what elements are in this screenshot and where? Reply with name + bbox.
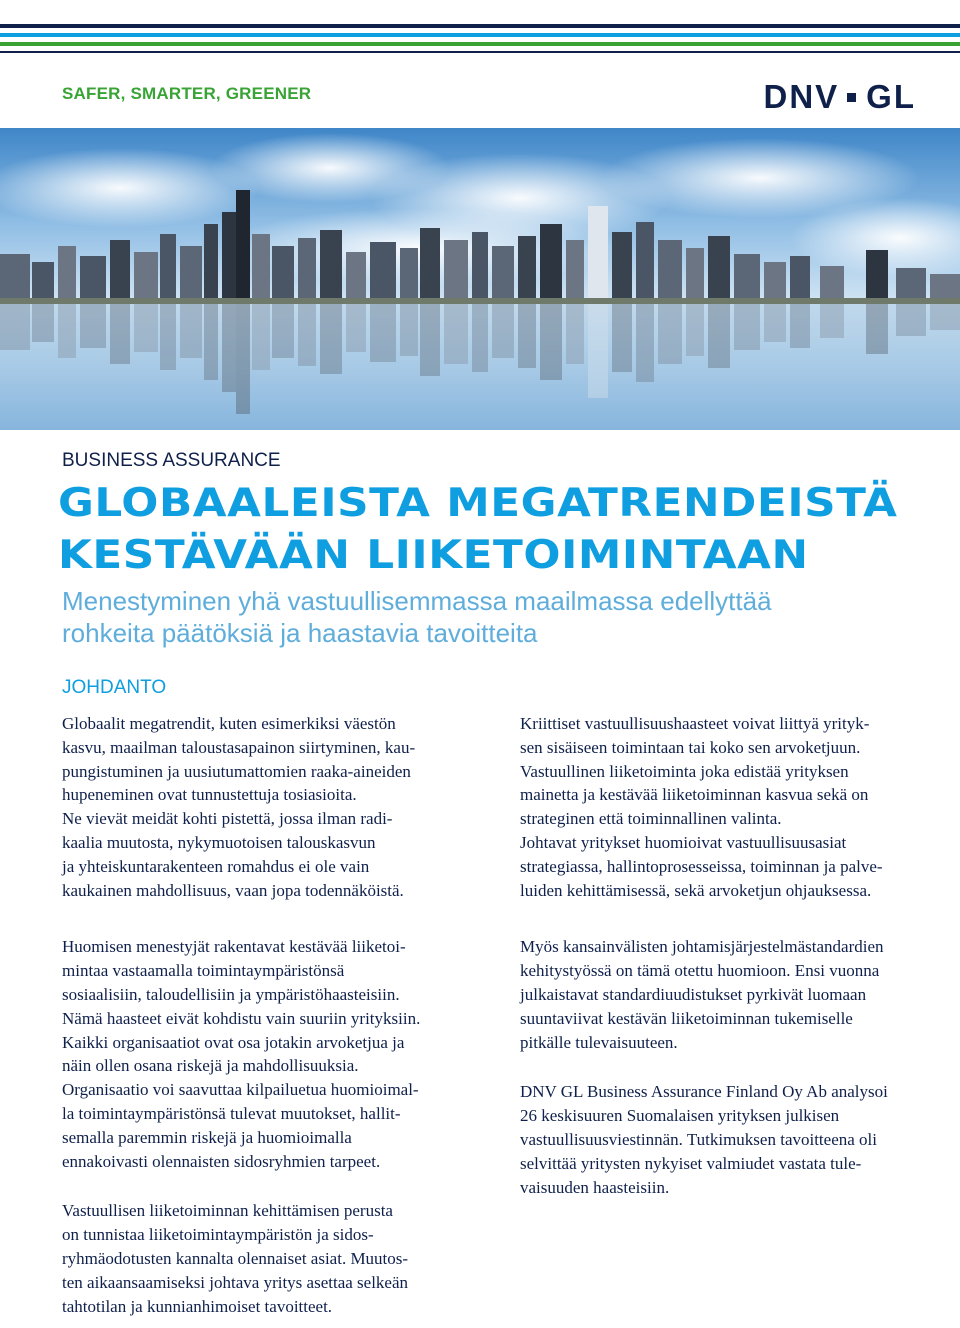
text-line: Kriittiset vastuullisuushaasteet voivat liittyä yrityk- (520, 714, 870, 733)
intro-heading: JOHDANTO (62, 677, 167, 698)
text-line: ryhmäodotusten kannalta olennaiset asiat. Muutos- (62, 1248, 409, 1268)
logo-dot-icon (847, 93, 856, 102)
title-line-2: KESTÄVÄÄN LIIKETOIMINTAAN (58, 533, 809, 578)
text-line: mainetta ja kestävää liiketoiminnan kasvua sekä on (520, 785, 869, 805)
left-paragraph-3 (62, 1199, 502, 1318)
text-line: Huomisen menestyjät rakentavat kestävää liiketoi- (62, 937, 406, 957)
stripe-green (0, 42, 960, 46)
text-line: julkaistavat standardiuudistukset pyrkivät luomaan (520, 984, 867, 1004)
tagline: SAFER, SMARTER, GREENER (62, 84, 312, 103)
text-line: 26 keskisuuren Suomalaisen yrityksen julkisen (520, 1106, 840, 1126)
text-line: Kaikki organisaatiot ovat osa jotakin arvoketjua ja (62, 1032, 405, 1052)
text-line: selvittää yritysten nykyiset valmiudet vastata tule- (520, 1153, 862, 1173)
title-line-1: GLOBAALEISTA MEGATRENDEISTÄ (58, 481, 898, 526)
text-line: pungistuminen ja uusiutumattomien raaka-aineiden (62, 761, 411, 781)
subtitle-line-1: Menestyminen yhä vastuullisemmassa maailmassa edellyttää (62, 586, 772, 616)
text-line: Globaalit megatrendit, kuten esimerkiksi väestön (62, 714, 396, 733)
header-stripes (0, 0, 960, 60)
text-line: ten aikaansaamiseksi johtava yritys asettaa selkeän (62, 1272, 409, 1292)
text-line: ennakoivasti olennaisten sidosryhmien tarpeet. (62, 1151, 381, 1171)
left-paragraph-2 (62, 935, 502, 1173)
text-line: vastuullisuusviestinnän. Tutkimuksen tavoitteena oli (520, 1129, 877, 1149)
text-line: Vastuullinen liiketoiminta joka edistää yrityksen (520, 761, 849, 781)
stripe-blue (0, 33, 960, 37)
hero-skyline-image (0, 128, 960, 430)
text-line: DNV GL Business Assurance Finland Oy Ab analysoi (520, 1082, 888, 1102)
text-line: on tunnistaa liiketoimintaympäristön ja sidos- (62, 1225, 374, 1245)
stripe-navy (0, 24, 960, 28)
text-line: hupeneminen ovat tunnustettuja tosiasioita. (62, 785, 357, 805)
section-label: BUSINESS ASSURANCE (62, 450, 281, 471)
left-column (62, 712, 502, 1318)
subtitle-line-2: rohkeita päätöksiä ja haastavia tavoitteita (62, 618, 538, 648)
text-line: Ne vievät meidät kohti pistettä, jossa ilman radi- (62, 809, 393, 829)
text-line: näin ollen osana riskejä ja mahdollisuuksia. (62, 1056, 359, 1076)
text-line: Vastuullisen liiketoiminnan kehittämisen perusta (62, 1201, 393, 1221)
text-line: suuntaviivat kestävän liiketoiminnan tukemiselle (520, 1008, 853, 1028)
text-line: vaisuuden haasteisiin. (520, 1177, 670, 1197)
text-line: kasvu, maailman taloustasapainon siirtyminen, kau- (62, 737, 416, 757)
text-line: la toimintaympäristönsä tulevat muutokset, hallit- (62, 1103, 401, 1123)
text-line: pitkälle tulevaisuuteen. (520, 1032, 678, 1052)
right-paragraph-1 (520, 712, 956, 902)
right-paragraph-3 (520, 1080, 956, 1199)
right-column (520, 712, 956, 1199)
dnv-gl-logo (763, 78, 916, 116)
left-paragraph-1 (62, 712, 502, 902)
text-line: ja yhteiskuntarakenteen romahdus ei ole vain (62, 856, 370, 876)
text-line: Johtavat yritykset huomioivat vastuullisuusasiat (520, 832, 847, 852)
text-line: strategiassa, hallintoprosesseissa, toiminnan ja palve- (520, 856, 883, 876)
text-line: semalla paremmin riskejä ja huomioimalla (62, 1127, 352, 1147)
logo-text-right: GL (866, 78, 916, 115)
text-line: kaukainen mahdollisuus, vaan jopa todennäköistä. (62, 880, 404, 900)
text-line: tahtotilan ja kunnianhimoiset tavoitteet. (62, 1296, 333, 1316)
text-line: sen sisäiseen toimintaan tai koko sen arvoketjuun. (520, 737, 861, 757)
text-line: kehitystyössä on tämä otettu huomioon. Ensi vuonna (520, 961, 880, 981)
text-line: Myös kansainvälisten johtamisjärjestelmästandardien (520, 937, 884, 957)
page-title (58, 478, 960, 582)
text-line: Organisaatio voi saavuttaa kilpailuetua huomioimal- (62, 1080, 419, 1100)
logo-text-left: DNV (763, 78, 840, 115)
stripe-navy-thin (0, 51, 960, 53)
text-line: strateginen että toiminnallinen valinta. (520, 809, 782, 829)
text-line: mintaa vastaamalla toimintaympäristönsä (62, 961, 345, 981)
right-paragraph-2 (520, 935, 956, 1054)
text-line: sosiaalisiin, taloudellisiin ja ympäristöhaasteisiin. (62, 984, 400, 1004)
text-line: Nämä haasteet eivät kohdistu vain suuriin yrityksiin. (62, 1008, 421, 1028)
text-line: kaalia muutosta, nykymuotoisen talouskasvun (62, 832, 376, 852)
page-subtitle (62, 585, 922, 649)
text-line: luiden kehittämisessä, sekä arvoketjun ohjauksessa. (520, 880, 872, 900)
